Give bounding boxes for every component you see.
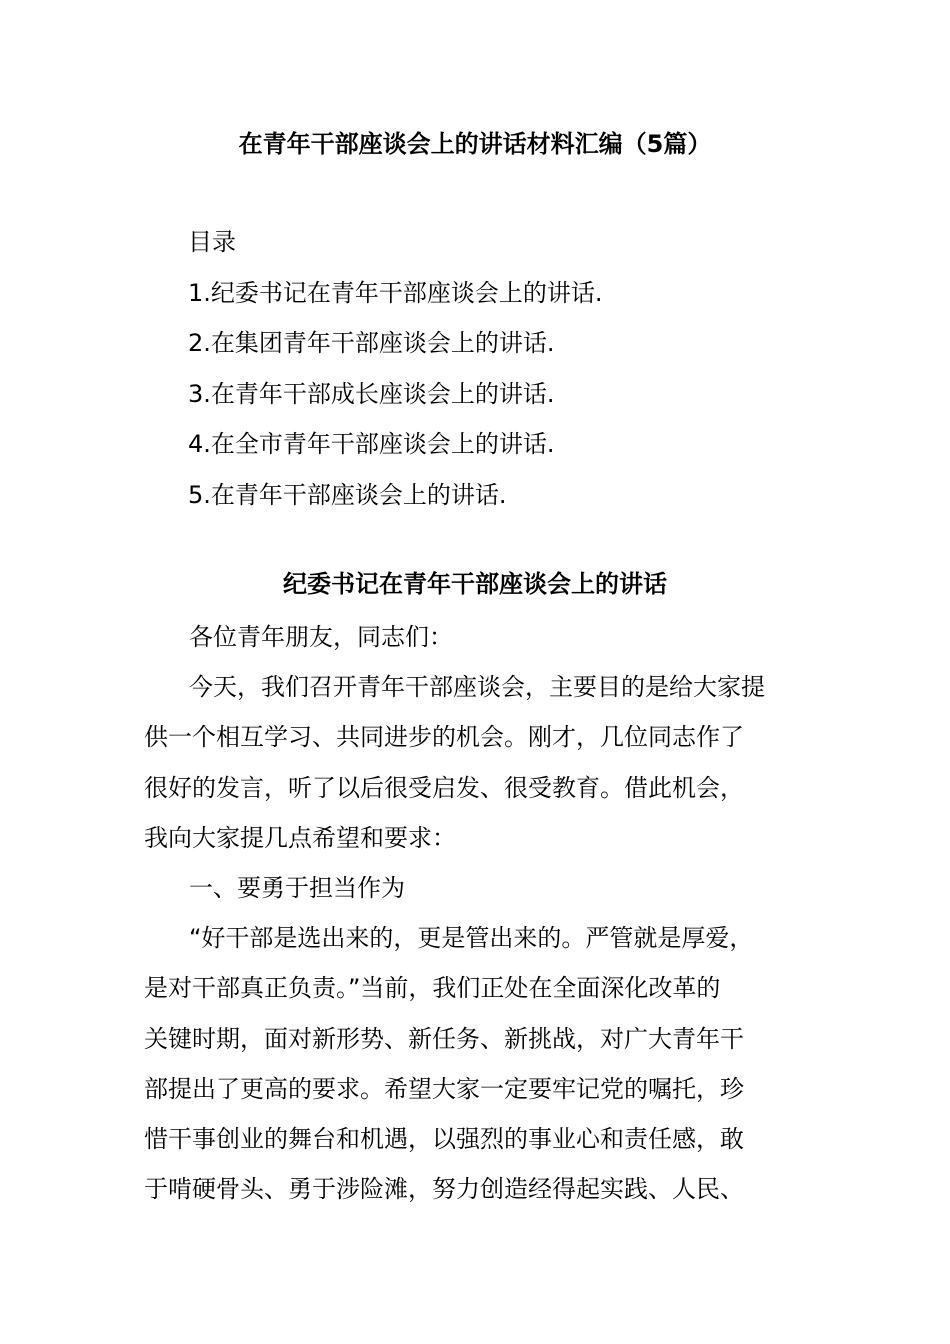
section-title: 纪委书记在青年干部座谈会上的讲话 xyxy=(283,570,667,598)
table-of-contents xyxy=(188,217,888,520)
toc-item: 1.纪委书记在青年干部座谈会上的讲话. xyxy=(188,278,603,307)
body-line: 我向大家提几点希望和要求： xyxy=(144,823,456,852)
document-title: 在青年干部座谈会上的讲话材料汇编（5篇） xyxy=(238,130,712,158)
body-line: 关键时期，面对新形势、新任务、新挑战，对广大青年干 xyxy=(144,1024,744,1053)
toc-item: 5.在青年干部座谈会上的讲话. xyxy=(188,480,507,509)
toc-item: 2.在集团青年干部座谈会上的讲话. xyxy=(188,329,555,357)
body-line: 是对干部真正负责。”当前，我们正处在全面深化改革的 xyxy=(144,974,721,1003)
body-line: “好干部是选出来的，更是管出来的。严管就是厚爱， xyxy=(189,924,754,953)
body-line: 各位青年朋友，同志们： xyxy=(189,623,453,651)
section-body xyxy=(144,612,816,1214)
subheading-line: 一、要勇于担当作为 xyxy=(189,873,405,902)
body-line: 今天，我们召开青年干部座谈会，主要目的是给大家提 xyxy=(189,673,765,702)
body-line: 于啃硬骨头、勇于涉险滩，努力创造经得起实践、人民、 xyxy=(144,1175,744,1204)
body-line: 供一个相互学习、共同进步的机会。刚才，几位同志作了 xyxy=(144,723,744,752)
toc-heading: 目录 xyxy=(188,228,236,256)
toc-item: 3.在青年干部成长座谈会上的讲话. xyxy=(188,379,555,408)
body-line: 很好的发言，听了以后很受启发、很受教育。借此机会， xyxy=(144,773,744,802)
toc-item: 4.在全市青年干部座谈会上的讲话. xyxy=(188,430,555,458)
body-line: 惜干事创业的舞台和机遇，以强烈的事业心和责任感，敢 xyxy=(144,1124,744,1153)
body-line: 部提出了更高的要求。希望大家一定要牢记党的嘱托，珍 xyxy=(144,1074,744,1103)
